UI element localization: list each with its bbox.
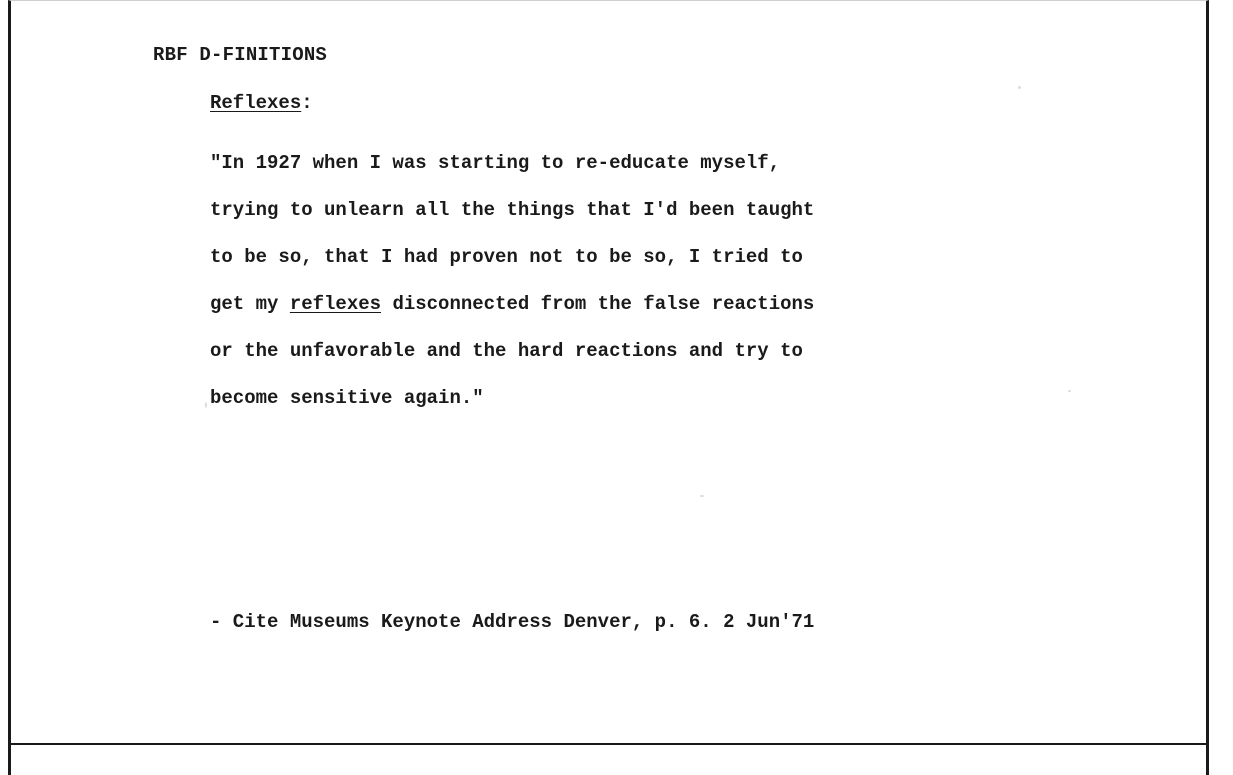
- scan-speck: [205, 402, 207, 408]
- card-heading: RBF D‐FINITIONS: [153, 44, 328, 66]
- definition-term: [210, 92, 313, 114]
- scan-speck: [700, 495, 704, 497]
- quote-line: trying to unlearn all the things that I'd been taught: [210, 199, 815, 221]
- scan-speck: [1068, 390, 1071, 392]
- scan-margin: [0, 0, 8, 775]
- quote-line: to be so, that I had proven not to be so, I tried to: [210, 246, 803, 268]
- quote-line: get my reflexes disconnected from the false reactions: [210, 293, 815, 315]
- next-card-edge: [8, 745, 1209, 775]
- definition-quote: [210, 140, 814, 422]
- definition-term-label: Reflexes: [210, 92, 302, 114]
- quote-underlined-term: reflexes: [289, 293, 382, 315]
- scan-speck: [1018, 86, 1021, 89]
- quote-line: or the unfavorable and the hard reactions and try to: [210, 340, 803, 362]
- definition-term-colon: :: [301, 92, 313, 114]
- quote-line: "In 1927 when I was starting to re-educate myself,: [210, 152, 781, 174]
- citation: - Cite Museums Keynote Address Denver, p. 6. 2 Jun'71: [210, 611, 815, 633]
- quote-line: become sensitive again.": [210, 387, 484, 409]
